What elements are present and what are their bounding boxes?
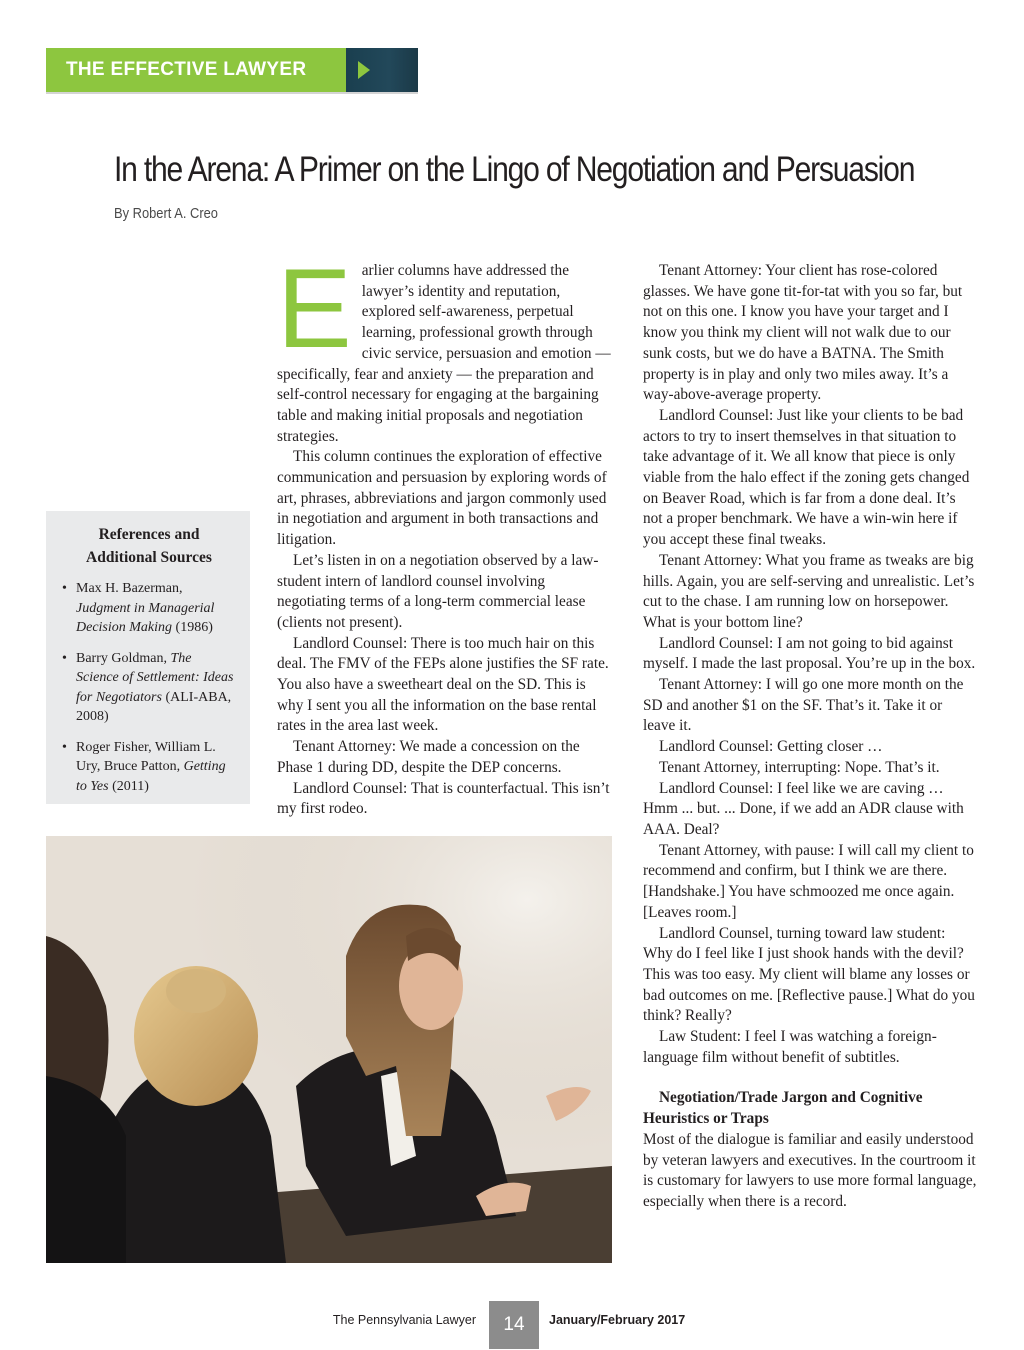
paragraph: Most of the dialogue is familiar and easily understood by veteran lawyers and executives. In the courtroom it is customary for lawyers to use more formal language, especially when there is a record. bbox=[643, 1130, 977, 1210]
paragraph: Tenant Attorney, with pause: I will call my client to recommend and confirm, but I think we are there. [Handshake.] You have schmoozed me once again. [Leaves room.] bbox=[643, 841, 974, 921]
references-list bbox=[62, 579, 236, 796]
reference-title: Getting to Yes bbox=[76, 759, 226, 794]
references-heading: References and Additional Sources bbox=[86, 526, 212, 566]
paragraph: Landlord Counsel, turning toward law student: Why do I feel like I just shook hands with the devil? This was too easy. My client will blame any losses or bad outcomes on me. [Reflective pause.] What do you think? Really? bbox=[643, 924, 975, 1025]
reference-title: The Science of Settlement: Ideas for Negotiators bbox=[76, 650, 234, 705]
paragraph: Landlord Counsel: Getting closer … bbox=[659, 738, 883, 756]
section-subheading: Negotiation/Trade Jargon and Cognitive Heuristics or Traps bbox=[643, 1089, 923, 1128]
paragraph: Landlord Counsel: I am not going to bid against myself. I made the last proposal. You’re up in the box. bbox=[643, 634, 976, 673]
banner-divider bbox=[46, 92, 418, 94]
triangle-right-icon bbox=[358, 61, 370, 79]
negotiation-photo bbox=[46, 836, 612, 1263]
paragraph: Landlord Counsel: I feel like we are caving … Hmm ... but. ... Done, if we add an ADR clause with AAA. Deal? bbox=[643, 779, 964, 838]
banner-arrow-box bbox=[346, 48, 418, 92]
references-sidebar bbox=[46, 511, 250, 804]
reference-item: • Roger Fisher, William L. Ury, Bruce Patton, Getting to Yes (2011) bbox=[62, 738, 236, 797]
issue-date: January/February 2017 bbox=[549, 1313, 686, 1327]
banner-label-box bbox=[46, 48, 346, 92]
paragraph: Let’s listen in on a negotiation observed by a law-student intern of landlord counsel involving negotiating terms of a long-term commercial lease (clients not present). bbox=[277, 551, 599, 631]
page-number: 14 bbox=[489, 1301, 539, 1349]
article-byline: By Robert A. Creo bbox=[114, 205, 218, 222]
paragraph: Tenant Attorney: I will go one more month on the SD and another $1 on the SF. That’s it. Take it or leave it. bbox=[643, 676, 964, 735]
paragraph: Law Student: I feel I was watching a foreign-language film without benefit of subtitles. bbox=[643, 1028, 937, 1066]
paragraph: Landlord Counsel: That is counterfactual. This isn’t my first rodeo. bbox=[277, 779, 610, 818]
drop-cap: E bbox=[277, 246, 352, 371]
paragraph: Earlier columns have addressed the lawyer’s identity and reputation, explored self-awareness, perpetual learning, professional growth through civic service, persuasion and emotion — specifically, fear and anxiety — the preparation and self-control necessary for engaging at the bargaining table and making initial proposals and negotiation strategies. bbox=[277, 246, 611, 445]
paragraph: Tenant Attorney: We made a concession on the Phase 1 during DD, despite the DEP concerns. bbox=[277, 738, 580, 776]
article-column-1 bbox=[277, 246, 613, 820]
paragraph: Landlord Counsel: Just like your clients to be bad actors to try to insert themselves in that situation to take advantage of it. We all know that piece is only viable from the halo effect if the zoning gets changed on Beaver Road, which is far from a done deal. It’s not a proper benchmark. We have a win-win here if you accept these final tweaks. bbox=[643, 406, 970, 549]
reference-item: • Barry Goldman, The Science of Settlement: Ideas for Negotiators (ALI-ABA, 2008) bbox=[62, 649, 236, 727]
paragraph: Landlord Counsel: There is too much hair on this deal. The FMV of the FEPs alone justifies the SF rate. You also have a sweetheart deal on the SD. This is why I sent you all the information on the base rental rates in the area last week. bbox=[277, 634, 609, 735]
article-column-2 bbox=[643, 261, 977, 1213]
publication-name: The Pennsylvania Lawyer bbox=[332, 1313, 476, 1327]
section-label: THE EFFECTIVE LAWYER bbox=[66, 59, 307, 80]
paragraph: This column continues the exploration of effective communication and persuasion by exploring words of art, phrases, abbreviations and jargon commonly used in negotiation and argument in both transactions and litigation. bbox=[277, 448, 607, 549]
photo-illustration bbox=[46, 836, 612, 1263]
reference-title: Judgment in Managerial Decision Making bbox=[76, 600, 215, 635]
paragraph: Tenant Attorney: What you frame as tweaks are big hills. Again, you are self-serving and unrealistic. Let’s cut to the chase. I am running low on horsepower. What is your bottom line? bbox=[643, 551, 975, 631]
reference-item: • Max H. Bazerman, Judgment in Managerial Decision Making (1986) bbox=[62, 579, 236, 638]
page-footer bbox=[0, 1301, 1024, 1349]
paragraph: Tenant Attorney: Your client has rose-colored glasses. We have gone tit-for-tat with you so far, but not on this one. I know you have your target and I know you think my client will not walk due to our sunk costs, but we do have a BATNA. The Smith property is in play and only two miles away. It’s a way-above-average property. bbox=[643, 262, 963, 404]
section-banner bbox=[46, 48, 418, 92]
article-title: In the Arena: A Primer on the Lingo of Negotiation and Persuasion bbox=[114, 150, 915, 189]
paragraph: Tenant Attorney, interrupting: Nope. That’s it. bbox=[659, 758, 940, 776]
